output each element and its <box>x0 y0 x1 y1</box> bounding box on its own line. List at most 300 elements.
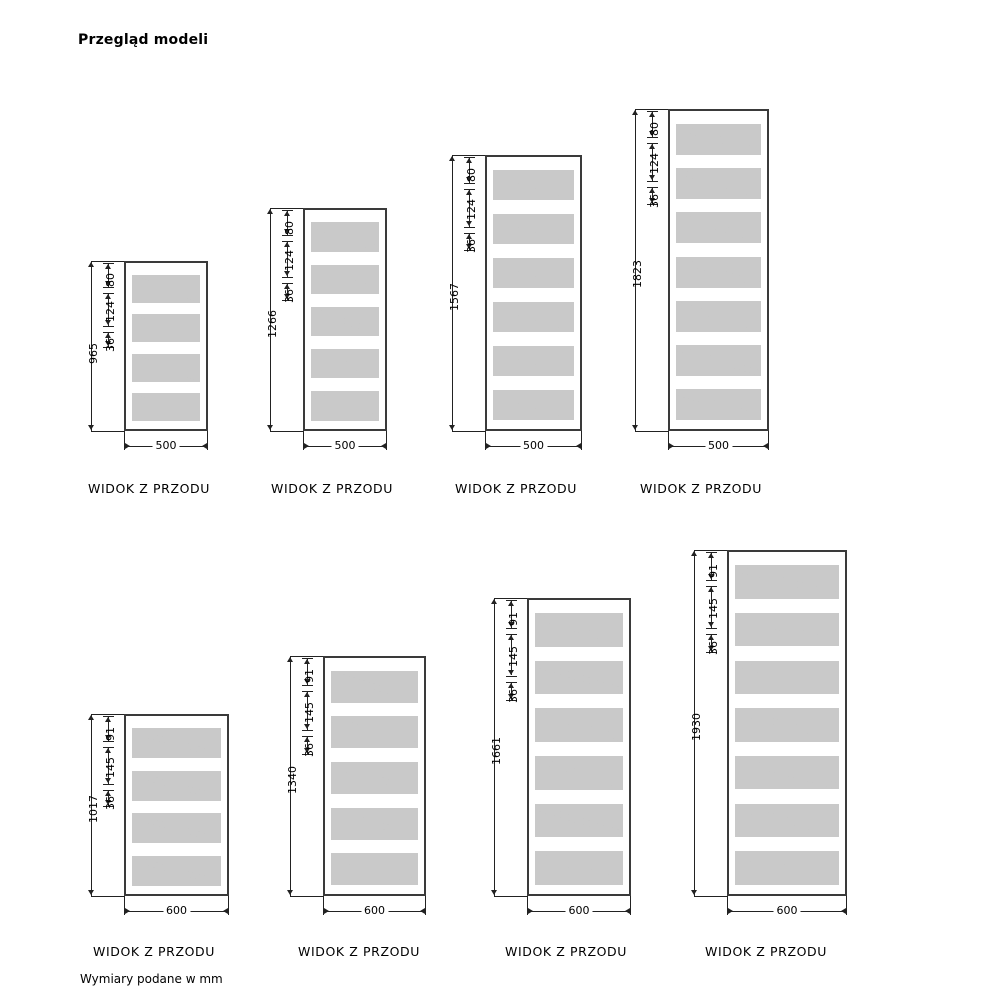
width-extension-right <box>228 896 229 915</box>
spacing-dim-bottom-tick-bottom <box>647 204 658 205</box>
spacing-dim-bottom-arrow-bottom <box>105 800 111 805</box>
panel-wedge <box>311 349 379 379</box>
spacing-dim-bottom-tick-bottom <box>302 754 313 755</box>
width-extension-right <box>581 431 582 450</box>
spacing-dim-middle-tick-top <box>706 586 717 587</box>
height-extension-top <box>694 550 727 551</box>
panel-wedge <box>132 314 200 342</box>
height-dimension-label: 1823 <box>631 260 644 288</box>
panel-wedge <box>311 391 379 421</box>
heating-panel <box>535 661 623 694</box>
panel-wedge <box>535 756 623 789</box>
width-arrow-left <box>324 908 329 914</box>
panel-wedge <box>735 613 839 646</box>
width-dimension-line <box>124 446 208 447</box>
heating-panel <box>331 762 418 794</box>
spacing-dim-middle-label: 145 <box>303 701 316 723</box>
height-arrow-top <box>491 599 497 604</box>
panel-wedge <box>676 124 761 155</box>
height-arrow-top <box>88 262 94 267</box>
panel-wedge <box>493 170 574 201</box>
spacing-dim-middle-line <box>108 293 109 327</box>
panel-wedge <box>311 222 379 252</box>
width-arrow-right <box>420 908 425 914</box>
width-dimension-label: 500 <box>520 439 547 452</box>
heating-panel <box>493 170 574 201</box>
width-extension-left <box>124 896 125 915</box>
spacing-dim-middle-arrow-top <box>284 242 290 247</box>
spacing-dim-bottom-line <box>652 187 653 204</box>
heating-panel <box>311 391 379 421</box>
width-dimension-line <box>527 911 631 912</box>
spacing-dim-middle-line <box>469 189 470 227</box>
panel-wedge <box>331 671 418 703</box>
spacing-dim-top-arrow-top <box>304 659 310 664</box>
spacing-dim-bottom-tick-top <box>302 736 313 737</box>
panel-wedge <box>132 393 200 421</box>
height-dimension-line <box>270 208 271 431</box>
spacing-dim-middle-arrow-bottom <box>304 724 310 729</box>
spacing-dim-middle-tick-bottom <box>302 730 313 731</box>
spacing-dim-top-label: 91 <box>303 669 316 684</box>
panel-wedge <box>493 390 574 421</box>
height-extension-bottom <box>91 896 124 897</box>
heating-panel <box>132 813 221 843</box>
spacing-dim-middle-tick-bottom <box>103 326 114 327</box>
spacing-dim-top-tick-bottom <box>506 628 517 629</box>
heating-panel <box>676 168 761 199</box>
spacing-dim-top-tick-bottom <box>282 235 293 236</box>
spacing-dim-bottom-tick-top <box>706 634 717 635</box>
spacing-dim-bottom-arrow-top <box>105 791 111 796</box>
heating-panel <box>331 853 418 885</box>
spacing-dim-middle-label: 145 <box>507 645 520 667</box>
spacing-dim-bottom-label: 36 <box>104 337 117 352</box>
height-dimension-label: 1567 <box>448 283 461 311</box>
width-arrow-right <box>625 908 630 914</box>
spacing-dim-top-line <box>287 210 288 235</box>
heating-panel <box>331 716 418 748</box>
spacing-dim-top-label: 91 <box>707 563 720 578</box>
height-dimension-label: 965 <box>87 343 100 364</box>
heating-panel <box>735 708 839 741</box>
spacing-dim-top-arrow-top <box>508 601 514 606</box>
height-dimension-line <box>694 550 695 896</box>
height-arrow-bottom <box>449 425 455 430</box>
spacing-dim-bottom-arrow-bottom <box>508 694 514 699</box>
panel-wedge <box>676 301 761 332</box>
spacing-dim-bottom-label: 36 <box>707 640 720 655</box>
width-arrow-left <box>304 443 309 449</box>
heating-panel <box>535 851 623 884</box>
heating-panel <box>676 389 761 420</box>
spacing-dim-middle-line <box>711 586 712 628</box>
width-extension-left <box>124 431 125 450</box>
spacing-dim-bottom-arrow-bottom <box>649 198 655 203</box>
heating-panel <box>535 708 623 741</box>
width-dimension-label: 600 <box>361 904 388 917</box>
height-extension-bottom <box>91 431 124 432</box>
radiator-body <box>323 656 426 896</box>
spacing-dim-middle-line <box>307 691 308 731</box>
height-arrow-top <box>449 156 455 161</box>
heating-panel <box>331 671 418 703</box>
spacing-dim-middle-tick-bottom <box>647 181 658 182</box>
panel-wedge <box>493 302 574 333</box>
spacing-dim-bottom-line <box>108 790 109 806</box>
spacing-dim-middle-tick-top <box>302 691 313 692</box>
spacing-dim-middle-arrow-bottom <box>105 778 111 783</box>
width-extension-right <box>386 431 387 450</box>
width-arrow-right <box>576 443 581 449</box>
spacing-dim-middle-tick-bottom <box>506 676 517 677</box>
width-dimension-label: 600 <box>163 904 190 917</box>
heating-panel <box>735 613 839 646</box>
spacing-dim-bottom-label: 36 <box>465 239 478 254</box>
height-dimension-label: 1930 <box>690 713 703 741</box>
model-caption: WIDOK Z PRZODU <box>640 481 763 496</box>
radiator-body <box>485 155 582 431</box>
heating-panel <box>132 856 221 886</box>
width-dimension-line <box>668 446 769 447</box>
height-dimension-label: 1661 <box>490 737 503 765</box>
width-dimension-label: 600 <box>774 904 801 917</box>
spacing-dim-bottom-tick-top <box>103 332 114 333</box>
width-dimension-line <box>727 911 847 912</box>
panel-wedge <box>735 565 839 598</box>
heating-panel <box>493 346 574 377</box>
height-dimension-line <box>635 109 636 431</box>
spacing-dim-middle-arrow-bottom <box>649 175 655 180</box>
spacing-dim-bottom-label: 36 <box>283 289 296 304</box>
panel-wedge <box>311 307 379 337</box>
panel-wedge <box>676 168 761 199</box>
spacing-dim-top-arrow-top <box>649 112 655 117</box>
spacing-dim-top-line <box>108 263 109 287</box>
spacing-dim-top-line <box>108 716 109 741</box>
spacing-dim-bottom-line <box>287 283 288 299</box>
spacing-dim-middle-tick-bottom <box>706 628 717 629</box>
width-arrow-left <box>486 443 491 449</box>
heating-panel <box>311 349 379 379</box>
spacing-dim-top-arrow-bottom <box>105 281 111 286</box>
spacing-dim-top-label: 91 <box>507 611 520 626</box>
width-extension-right <box>425 896 426 915</box>
heating-panel <box>493 302 574 333</box>
spacing-dim-bottom-line <box>307 736 308 754</box>
height-arrow-top <box>632 110 638 115</box>
spacing-dim-middle-tick-bottom <box>282 277 293 278</box>
heating-panel <box>132 393 200 421</box>
spacing-dim-bottom-arrow-bottom <box>105 341 111 346</box>
panel-wedge <box>331 808 418 840</box>
spacing-dim-middle-label: 124 <box>465 199 478 220</box>
width-dimension-line <box>124 911 229 912</box>
spacing-dim-top-label: 91 <box>104 726 117 741</box>
spacing-dim-middle-arrow-bottom <box>466 221 472 226</box>
spacing-dim-middle-label: 124 <box>104 300 117 322</box>
spacing-dim-top-arrow-bottom <box>708 574 714 579</box>
spacing-dim-top-line <box>652 111 653 137</box>
height-extension-top <box>91 714 124 715</box>
spacing-dim-top-tick-top <box>706 552 717 553</box>
width-dimension-line <box>323 911 426 912</box>
height-extension-top <box>91 261 124 262</box>
heating-panel <box>311 265 379 295</box>
spacing-dim-middle-arrow-bottom <box>508 670 514 675</box>
spacing-dim-top-tick-bottom <box>464 183 475 184</box>
spacing-dim-middle-tick-top <box>103 747 114 748</box>
spacing-dim-bottom-label: 36 <box>303 743 316 758</box>
radiator-body <box>303 208 387 431</box>
width-extension-left <box>668 431 669 450</box>
panel-wedge <box>132 813 221 843</box>
height-arrow-bottom <box>88 425 94 430</box>
spacing-dim-bottom-tick-top <box>506 682 517 683</box>
page-title: Przegląd modeli <box>78 32 209 48</box>
spacing-dim-bottom-tick-bottom <box>103 806 114 807</box>
panel-wedge <box>535 851 623 884</box>
spacing-dim-top-tick-top <box>506 600 517 601</box>
heating-panel <box>676 212 761 243</box>
width-dimension-label: 500 <box>153 439 180 452</box>
panel-wedge <box>676 345 761 376</box>
spacing-dim-bottom-tick-top <box>647 187 658 188</box>
height-arrow-bottom <box>267 425 273 430</box>
spacing-dim-bottom-arrow-top <box>508 683 514 688</box>
spacing-dim-top-arrow-bottom <box>304 679 310 684</box>
spacing-dim-bottom-arrow-top <box>284 284 290 289</box>
spacing-dim-bottom-tick-bottom <box>464 250 475 251</box>
spacing-dim-top-line <box>307 658 308 685</box>
spacing-dim-top-arrow-top <box>105 717 111 722</box>
heating-panel <box>311 222 379 252</box>
heating-panel <box>735 851 839 884</box>
spacing-dim-top-tick-top <box>282 210 293 211</box>
width-arrow-right <box>381 443 386 449</box>
radiator-body <box>727 550 847 896</box>
panel-wedge <box>735 661 839 694</box>
heating-panel <box>676 257 761 288</box>
spacing-dim-bottom-arrow-top <box>304 737 310 742</box>
spacing-dim-middle-label: 124 <box>283 250 296 272</box>
spacing-dim-middle-tick-bottom <box>464 227 475 228</box>
spacing-dim-middle-arrow-bottom <box>708 622 714 627</box>
spacing-dim-middle-arrow-top <box>508 635 514 640</box>
height-arrow-bottom <box>491 890 497 895</box>
spacing-dim-bottom-arrow-top <box>649 188 655 193</box>
width-arrow-left <box>125 908 130 914</box>
spacing-dim-bottom-tick-bottom <box>706 652 717 653</box>
heating-panel <box>132 354 200 382</box>
height-arrow-top <box>88 715 94 720</box>
spacing-dim-top-tick-top <box>464 157 475 158</box>
model-caption: WIDOK Z PRZODU <box>505 944 628 959</box>
panel-wedge <box>535 661 623 694</box>
spacing-dim-top-line <box>711 552 712 580</box>
heating-panel <box>735 661 839 694</box>
heating-panel <box>735 756 839 789</box>
radiator-body <box>668 109 769 431</box>
panel-wedge <box>331 716 418 748</box>
heating-panel <box>132 275 200 303</box>
spacing-dim-top-arrow-bottom <box>105 735 111 740</box>
spacing-dim-bottom-label: 36 <box>648 193 661 208</box>
panel-wedge <box>735 851 839 884</box>
panel-wedge <box>735 756 839 789</box>
panel-wedge <box>735 708 839 741</box>
spacing-dim-top-line <box>511 600 512 628</box>
spacing-dim-middle-arrow-top <box>304 692 310 697</box>
height-extension-bottom <box>452 431 485 432</box>
spacing-dim-bottom-tick-bottom <box>506 700 517 701</box>
panel-wedge <box>535 804 623 837</box>
spacing-dim-bottom-label: 36 <box>104 795 117 810</box>
height-dimension-label: 1266 <box>266 309 279 338</box>
height-dimension-label: 1017 <box>87 795 100 823</box>
panel-wedge <box>676 389 761 420</box>
spacing-dim-top-arrow-top <box>708 553 714 558</box>
height-extension-top <box>270 208 303 209</box>
spacing-dim-top-label: 80 <box>104 272 117 287</box>
width-arrow-left <box>528 908 533 914</box>
model-caption: WIDOK Z PRZODU <box>93 944 216 959</box>
radiator-body <box>527 598 631 896</box>
width-arrow-right <box>763 443 768 449</box>
spacing-dim-bottom-arrow-bottom <box>466 244 472 249</box>
panel-wedge <box>535 708 623 741</box>
panel-wedge <box>676 212 761 243</box>
height-extension-top <box>452 155 485 156</box>
spacing-dim-middle-line <box>287 241 288 277</box>
height-extension-top <box>635 109 668 110</box>
spacing-dim-top-label: 80 <box>648 122 661 137</box>
heating-panel <box>676 345 761 376</box>
panel-wedge <box>735 804 839 837</box>
spacing-dim-middle-arrow-top <box>105 748 111 753</box>
height-extension-bottom <box>494 896 527 897</box>
spacing-dim-top-tick-top <box>302 658 313 659</box>
height-dimension-line <box>494 598 495 896</box>
spacing-dim-middle-tick-top <box>103 293 114 294</box>
width-arrow-left <box>125 443 130 449</box>
height-extension-top <box>494 598 527 599</box>
spacing-dim-middle-arrow-top <box>708 587 714 592</box>
spacing-dim-middle-arrow-top <box>105 294 111 299</box>
spacing-dim-bottom-tick-bottom <box>282 300 293 301</box>
width-extension-left <box>527 896 528 915</box>
heating-panel <box>493 390 574 421</box>
panel-wedge <box>311 265 379 295</box>
heating-panel <box>735 565 839 598</box>
spacing-dim-top-tick-bottom <box>103 741 114 742</box>
spacing-dim-top-tick-bottom <box>706 580 717 581</box>
spacing-dim-top-tick-top <box>647 111 658 112</box>
spacing-dim-middle-label: 124 <box>648 153 661 175</box>
spacing-dim-middle-line <box>108 747 109 784</box>
spacing-dim-bottom-arrow-bottom <box>284 294 290 299</box>
spacing-dim-middle-label: 145 <box>104 756 117 778</box>
heating-panel <box>493 258 574 289</box>
spacing-dim-bottom-tick-top <box>103 790 114 791</box>
spacing-dim-top-arrow-bottom <box>508 622 514 627</box>
height-extension-bottom <box>270 431 303 432</box>
width-extension-right <box>630 896 631 915</box>
spacing-dim-bottom-arrow-top <box>466 234 472 239</box>
spacing-dim-middle-tick-top <box>506 634 517 635</box>
spacing-dim-bottom-line <box>511 682 512 700</box>
panel-wedge <box>132 275 200 303</box>
height-arrow-bottom <box>632 425 638 430</box>
heating-panel <box>132 314 200 342</box>
height-arrow-top <box>691 551 697 556</box>
panel-wedge <box>535 613 623 646</box>
spacing-dim-bottom-line <box>469 233 470 250</box>
model-caption: WIDOK Z PRZODU <box>455 481 578 496</box>
heating-panel <box>132 771 221 801</box>
heating-panel <box>535 804 623 837</box>
width-arrow-left <box>728 908 733 914</box>
spacing-dim-bottom-arrow-bottom <box>708 646 714 651</box>
height-extension-bottom <box>635 431 668 432</box>
width-arrow-right <box>841 908 846 914</box>
spacing-dim-middle-arrow-bottom <box>284 271 290 276</box>
height-arrow-top <box>287 657 293 662</box>
spacing-dim-bottom-tick-top <box>464 233 475 234</box>
heating-panel <box>676 301 761 332</box>
heating-panel <box>311 307 379 337</box>
height-extension-bottom <box>694 896 727 897</box>
width-extension-right <box>768 431 769 450</box>
spacing-dim-middle-label: 145 <box>707 597 720 619</box>
height-extension-top <box>290 656 323 657</box>
panel-wedge <box>493 346 574 377</box>
spacing-dim-top-arrow-bottom <box>466 177 472 182</box>
heating-panel <box>535 756 623 789</box>
spacing-dim-top-tick-top <box>103 716 114 717</box>
spacing-dim-top-line <box>469 157 470 183</box>
model-caption: WIDOK Z PRZODU <box>705 944 828 959</box>
spacing-dim-top-tick-bottom <box>302 685 313 686</box>
panel-wedge <box>132 856 221 886</box>
spacing-dim-middle-line <box>511 634 512 676</box>
panel-wedge <box>132 728 221 758</box>
panel-wedge <box>676 257 761 288</box>
spacing-dim-top-arrow-top <box>466 158 472 163</box>
panel-wedge <box>331 762 418 794</box>
spacing-dim-top-arrow-top <box>284 211 290 216</box>
spacing-dim-middle-line <box>652 143 653 181</box>
spacing-dim-top-tick-bottom <box>103 287 114 288</box>
panel-wedge <box>132 771 221 801</box>
width-dimension-line <box>485 446 582 447</box>
spacing-dim-bottom-arrow-bottom <box>304 748 310 753</box>
height-extension-bottom <box>290 896 323 897</box>
spacing-dim-middle-tick-top <box>647 143 658 144</box>
panel-wedge <box>132 354 200 382</box>
width-dimension-label: 500 <box>332 439 359 452</box>
spacing-dim-top-tick-bottom <box>647 137 658 138</box>
spacing-dim-top-arrow-top <box>105 264 111 269</box>
panel-wedge <box>331 853 418 885</box>
heating-panel <box>493 214 574 245</box>
spacing-dim-bottom-line <box>108 332 109 347</box>
heating-panel <box>676 124 761 155</box>
heating-panel <box>331 808 418 840</box>
width-extension-left <box>323 896 324 915</box>
radiator-body <box>124 261 208 431</box>
spacing-dim-bottom-tick-top <box>282 283 293 284</box>
